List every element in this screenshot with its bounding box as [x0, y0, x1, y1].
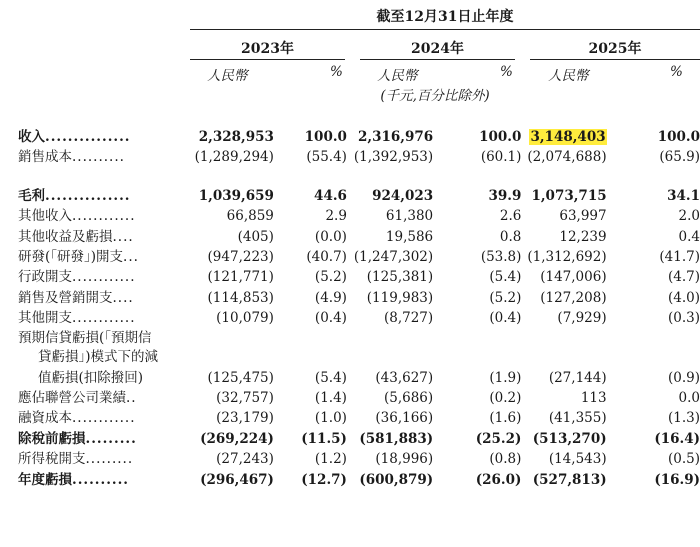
cell-v2025: [521, 267, 606, 287]
row-label-text: 除稅前虧損: [18, 430, 86, 447]
cell-value: (114,853): [207, 289, 274, 306]
cell-v2023: [193, 470, 274, 490]
cell-value: (600,879): [359, 471, 434, 488]
currency-label-2025: 人民幣: [548, 68, 589, 84]
cell-p2023: [274, 429, 347, 449]
leader-dots: .........: [85, 430, 137, 447]
leader-dots: ...: [123, 249, 139, 266]
cell-value: (26.0): [475, 471, 522, 488]
table-row: [0, 329, 700, 349]
cell-v2025: [521, 408, 606, 428]
cell-v2023: [193, 308, 274, 328]
cell-v2023: [193, 329, 274, 349]
table-row: [0, 227, 700, 247]
row-label-text: 行政開支: [18, 269, 72, 286]
cell-p2024: [433, 408, 521, 428]
cell-p2023: [274, 368, 347, 388]
cell-v2024: [347, 429, 433, 449]
cell-v2023: [193, 247, 274, 267]
cell-value: (43,627): [375, 369, 434, 386]
cell-v2024: [347, 206, 433, 226]
period-underline: [190, 29, 700, 30]
cell-value: (121,771): [207, 269, 274, 286]
leader-dots: ............: [72, 269, 136, 286]
year-2023-header: 2023年: [241, 41, 294, 57]
cell-value: (119,983): [366, 289, 434, 306]
cell-v2024: [347, 308, 433, 328]
row-label: [0, 288, 193, 308]
cell-p2024: [433, 288, 521, 308]
cell-value: (1.4): [314, 390, 347, 407]
row-label: [0, 388, 193, 408]
row-label: [0, 329, 193, 349]
cell-v2025: [521, 288, 606, 308]
cell-p2025: [607, 267, 700, 287]
cell-p2023: [274, 127, 347, 147]
cell-value: (5.2): [314, 269, 347, 286]
cell-value: 2,316,976: [358, 129, 434, 145]
cell-p2025: [607, 127, 700, 147]
row-label: [0, 429, 193, 449]
cell-value: (32,757): [216, 390, 274, 407]
cell-v2023: [193, 127, 274, 147]
cell-p2024: [433, 368, 521, 388]
cell-v2023: [193, 449, 274, 469]
cell-p2025: [607, 449, 700, 469]
cell-v2025: [521, 329, 606, 349]
cell-v2024: [347, 147, 433, 167]
cell-value: 2.6: [499, 208, 522, 225]
cell-v2025: [521, 449, 606, 469]
cell-value: (527,813): [532, 471, 607, 488]
percent-label-2024: %: [500, 64, 513, 80]
cell-value: (36,166): [375, 410, 434, 427]
cell-value: 1,039,659: [198, 187, 274, 204]
cell-v2024: [347, 186, 433, 206]
cell-p2023: [274, 348, 347, 368]
row-label-text: 研發(「研發」)開支: [18, 249, 124, 266]
row-label: [0, 348, 193, 368]
row-label: [0, 308, 193, 328]
cell-p2025: [607, 408, 700, 428]
cell-p2025: [607, 388, 700, 408]
cell-value: 2.9: [325, 208, 347, 225]
cell-value: (0.4): [489, 310, 522, 327]
table-row: [0, 348, 700, 368]
table-row: [0, 388, 700, 408]
cell-p2024: [433, 227, 521, 247]
cell-p2023: [274, 308, 347, 328]
cell-value: (269,224): [200, 430, 274, 447]
cell-p2025: [607, 247, 700, 267]
cell-value: 63,997: [559, 208, 607, 225]
currency-label-2024: 人民幣: [377, 68, 418, 84]
cell-v2025: [521, 348, 606, 368]
cell-p2024: [433, 348, 521, 368]
cell-v2025: [521, 247, 606, 267]
row-label: [0, 147, 193, 167]
unit-note: (千元,百分比除外): [380, 88, 490, 104]
cell-value: (5.2): [489, 289, 522, 306]
cell-v2025: [521, 308, 606, 328]
row-label-text: 所得稅開支: [18, 451, 86, 468]
cell-p2025: [607, 329, 700, 349]
leader-dots: ....: [112, 289, 134, 306]
cell-p2023: [274, 227, 347, 247]
cell-p2024: [433, 329, 521, 349]
cell-v2023: [193, 267, 274, 287]
cell-v2025: [521, 368, 606, 388]
percent-label-2023: %: [330, 64, 343, 80]
cell-value: (296,467): [200, 471, 274, 488]
row-label: [0, 227, 193, 247]
cell-value: 113: [580, 390, 607, 407]
cell-value: 39.9: [488, 187, 522, 204]
cell-p2024: [433, 127, 521, 147]
leader-dots: .........: [85, 451, 134, 468]
cell-value: (5.4): [314, 369, 347, 386]
period-heading: 截至12月31日止年度: [376, 9, 514, 25]
cell-v2025: [521, 127, 606, 147]
cell-v2023: [193, 408, 274, 428]
cell-v2024: [347, 388, 433, 408]
cell-value: (40.7): [306, 249, 347, 266]
cell-v2025: [521, 429, 606, 449]
cell-value: (0.2): [489, 390, 522, 407]
cell-p2023: [274, 408, 347, 428]
cell-value: (0.3): [667, 310, 700, 327]
leader-dots: ..........: [72, 149, 125, 166]
cell-value: 100.0: [479, 129, 522, 145]
cell-v2024: [347, 348, 433, 368]
cell-value: (11.5): [301, 430, 347, 447]
leader-dots: ...............: [45, 187, 131, 204]
cell-value: (7,929): [557, 310, 607, 327]
cell-v2023: [193, 388, 274, 408]
cell-v2024: [347, 247, 433, 267]
cell-value: 0.0: [678, 390, 700, 407]
cell-value: 19,586: [385, 228, 434, 245]
cell-p2023: [274, 288, 347, 308]
cell-v2024: [347, 329, 433, 349]
cell-value: (0.4): [314, 310, 347, 327]
cell-v2024: [347, 227, 433, 247]
cell-value: (27,243): [216, 451, 274, 468]
cell-v2023: [193, 368, 274, 388]
table-row: [0, 206, 700, 226]
leader-dots: ..: [126, 390, 137, 407]
cell-value: (4.0): [667, 289, 700, 306]
cell-value: 1,073,715: [531, 187, 607, 204]
year-2023-underline: [190, 59, 345, 60]
cell-value: 100.0: [657, 129, 700, 145]
cell-p2023: [274, 329, 347, 349]
cell-value: (27,144): [548, 369, 607, 386]
cell-value: (5.4): [489, 269, 522, 286]
row-label-text: 銷售及營銷開支: [18, 289, 113, 306]
cell-p2025: [607, 227, 700, 247]
row-label-text: 年度虧損: [18, 471, 72, 488]
cell-v2025: [521, 470, 606, 490]
cell-v2023: [193, 186, 274, 206]
table-row: [0, 470, 700, 490]
cell-value: (125,475): [207, 369, 274, 386]
leader-dots: ....: [112, 228, 134, 245]
cell-value: (10,079): [216, 310, 274, 327]
year-2024-underline: [360, 59, 515, 60]
row-label: [0, 186, 193, 206]
cell-p2025: [607, 348, 700, 368]
cell-value: (4.7): [667, 269, 700, 286]
cell-value: (12.7): [301, 471, 347, 488]
leader-dots: ............: [72, 410, 136, 427]
cell-v2024: [347, 288, 433, 308]
table-row: [0, 408, 700, 428]
cell-v2025: [521, 388, 606, 408]
row-label-text: 融資成本: [18, 410, 72, 427]
row-label: [0, 247, 193, 267]
cell-value: 61,380: [385, 208, 434, 225]
cell-value: (1.2): [314, 451, 347, 468]
cell-v2025: [521, 186, 606, 206]
row-label: [0, 408, 193, 428]
cell-p2024: [433, 206, 521, 226]
table-row: [0, 127, 700, 147]
row-label-text: 貸虧損」)模式下的減: [38, 349, 159, 366]
table-row: [0, 288, 700, 308]
cell-value: (1,312,692): [527, 249, 607, 266]
cell-p2024: [433, 429, 521, 449]
row-label-text: 其他開支: [18, 310, 72, 327]
table-row: [0, 449, 700, 469]
leader-dots: ..........: [72, 471, 129, 488]
cell-value: 66,859: [226, 208, 274, 225]
cell-value: 0.8: [499, 228, 522, 245]
cell-v2023: [193, 348, 274, 368]
cell-v2025: [521, 147, 606, 167]
table-row: [0, 429, 700, 449]
cell-p2023: [274, 147, 347, 167]
cell-p2025: [607, 206, 700, 226]
cell-value: (41,355): [548, 410, 607, 427]
leader-dots: ...............: [45, 129, 131, 145]
cell-p2024: [433, 308, 521, 328]
row-label: [0, 127, 193, 147]
cell-value: (405): [237, 228, 274, 245]
cell-p2024: [433, 247, 521, 267]
cell-value: (947,223): [207, 249, 274, 266]
row-label: [0, 449, 193, 469]
table-row: [0, 368, 700, 388]
cell-value: (41.7): [659, 249, 700, 266]
cell-value: (4.9): [314, 289, 347, 306]
cell-value: (18,996): [375, 451, 434, 468]
cell-value: (14,543): [548, 451, 607, 468]
cell-v2025: [521, 206, 606, 226]
row-label-text: 預期信貸虧損(「預期信: [18, 329, 152, 346]
cell-value: (1,289,294): [194, 149, 274, 166]
cell-value: (125,381): [366, 269, 434, 286]
cell-value: 0.4: [678, 228, 700, 245]
row-label-text: 毛利: [18, 187, 45, 204]
cell-value: 924,023: [372, 187, 434, 204]
cell-p2024: [433, 267, 521, 287]
row-label: [0, 368, 193, 388]
cell-p2023: [274, 247, 347, 267]
cell-value: (0.5): [667, 451, 700, 468]
cell-value: (147,006): [540, 269, 607, 286]
currency-label-2023: 人民幣: [207, 68, 248, 84]
cell-value: 2,328,953: [198, 129, 274, 145]
cell-v2023: [193, 288, 274, 308]
cell-value: 44.6: [314, 187, 347, 204]
cell-v2023: [193, 429, 274, 449]
cell-v2023: [193, 206, 274, 226]
cell-value: (1,392,953): [353, 149, 434, 166]
cell-value: (127,208): [540, 289, 607, 306]
cell-value: (8,727): [383, 310, 434, 327]
cell-p2024: [433, 388, 521, 408]
cell-v2025: [521, 227, 606, 247]
row-label-text: 收入: [18, 129, 45, 145]
row-label-text: 其他收入: [18, 208, 72, 225]
cell-p2023: [274, 388, 347, 408]
table-row: [0, 267, 700, 287]
cell-value: (16.4): [654, 430, 700, 447]
cell-value: (0.8): [489, 451, 522, 468]
row-label: [0, 206, 193, 226]
cell-value: (60.1): [480, 149, 522, 166]
cell-value: 3,148,403: [530, 129, 606, 145]
cell-value: (0.0): [314, 228, 347, 245]
cell-value: 2.0: [678, 208, 700, 225]
cell-v2023: [193, 227, 274, 247]
percent-label-2025: %: [670, 64, 683, 80]
row-label-text: 值虧損(扣除撥回): [38, 369, 144, 386]
table-row: [0, 168, 700, 186]
year-2025-header: 2025年: [588, 41, 642, 57]
cell-value: (65.9): [659, 149, 700, 166]
cell-value: (581,883): [359, 430, 434, 447]
row-label-text: 應佔聯營公司業績: [18, 390, 126, 407]
cell-value: (1,247,302): [353, 249, 434, 266]
row-label: [0, 470, 193, 490]
cell-value: (25.2): [475, 430, 522, 447]
cell-v2024: [347, 408, 433, 428]
cell-value: (53.8): [480, 249, 522, 266]
cell-p2025: [607, 470, 700, 490]
table-row: [0, 186, 700, 206]
cell-v2024: [347, 127, 433, 147]
cell-v2024: [347, 449, 433, 469]
table-row: [0, 247, 700, 267]
cell-value: (16.9): [654, 471, 700, 488]
cell-value: (1.3): [667, 410, 700, 427]
cell-p2025: [607, 147, 700, 167]
cell-p2025: [607, 368, 700, 388]
cell-value: 100.0: [304, 129, 347, 145]
cell-value: (23,179): [216, 410, 274, 427]
income-statement-table: [0, 127, 700, 490]
cell-p2023: [274, 206, 347, 226]
cell-p2024: [433, 186, 521, 206]
cell-p2023: [274, 267, 347, 287]
row-label-text: 其他收益及虧損: [18, 228, 113, 245]
row-label-text: 銷售成本: [18, 149, 72, 166]
cell-p2024: [433, 449, 521, 469]
leader-dots: ............: [72, 208, 136, 225]
row-label: [0, 267, 193, 287]
leader-dots: ............: [72, 310, 136, 327]
table-row: [0, 147, 700, 167]
cell-value: (1.6): [489, 410, 522, 427]
cell-p2024: [433, 470, 521, 490]
year-2024-header: 2024年: [411, 41, 464, 57]
cell-v2023: [193, 147, 274, 167]
cell-p2025: [607, 429, 700, 449]
cell-p2023: [274, 449, 347, 469]
year-2025-underline: [530, 59, 700, 60]
cell-value: 12,239: [559, 228, 607, 245]
cell-p2023: [274, 470, 347, 490]
cell-value: (0.9): [667, 369, 700, 386]
cell-value: (55.4): [306, 149, 347, 166]
cell-p2025: [607, 308, 700, 328]
cell-v2024: [347, 267, 433, 287]
table-row: [0, 308, 700, 328]
cell-v2024: [347, 470, 433, 490]
cell-p2023: [274, 186, 347, 206]
cell-p2025: [607, 186, 700, 206]
cell-v2024: [347, 368, 433, 388]
cell-value: 34.1: [667, 187, 700, 204]
cell-p2024: [433, 147, 521, 167]
cell-value: (1.0): [314, 410, 347, 427]
cell-value: (513,270): [532, 430, 607, 447]
cell-p2025: [607, 288, 700, 308]
cell-value: (2,074,688): [527, 149, 607, 166]
cell-value: (1.9): [489, 369, 522, 386]
cell-value: (5,686): [383, 390, 434, 407]
